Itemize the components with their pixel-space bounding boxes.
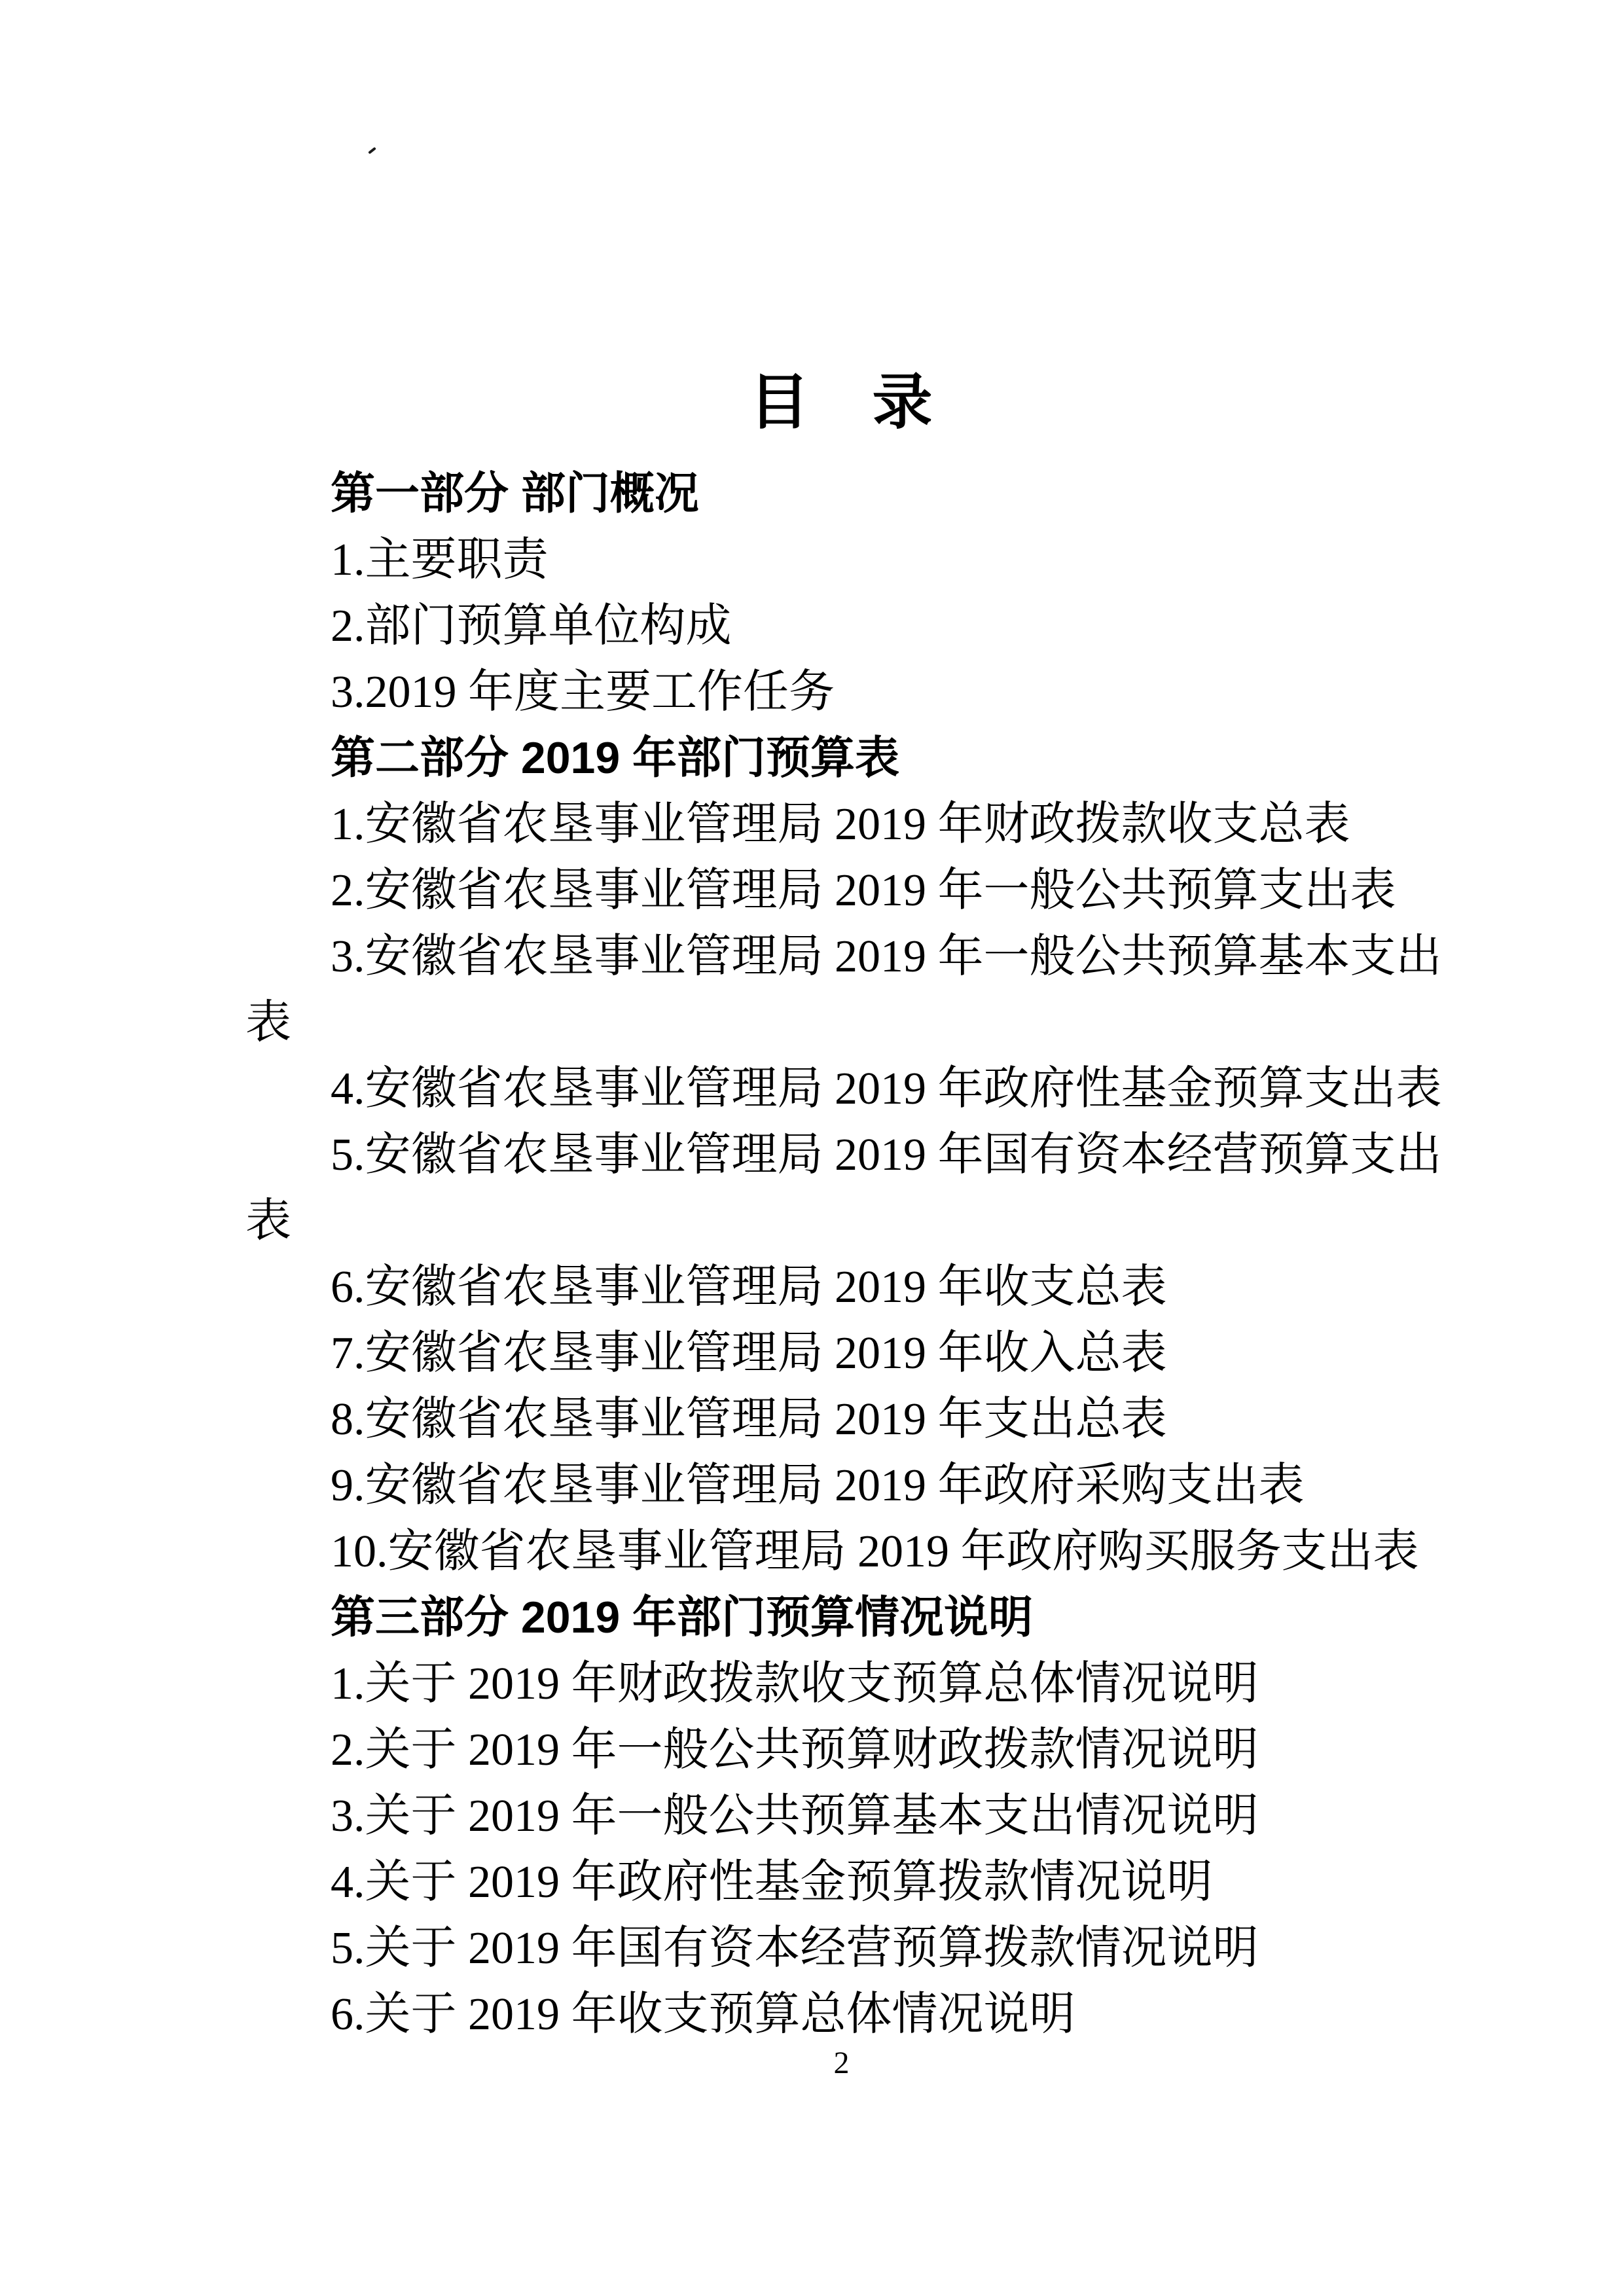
toc-line-item: 3.安徽省农垦事业管理局 2019 年一般公共预算基本支出: [331, 931, 1442, 982]
toc-line-item: 3.2019 年度主要工作任务: [331, 667, 835, 717]
toc-line-item: 3.关于 2019 年一般公共预算基本支出情况说明: [331, 1791, 1259, 1841]
toc-line-item: 7.安徽省农垦事业管理局 2019 年收入总表: [331, 1328, 1167, 1379]
toc-line-item: 2.安徽省农垦事业管理局 2019 年一般公共预算支出表: [331, 865, 1396, 916]
toc-line-item: 2.关于 2019 年一般公共预算财政拨款情况说明: [331, 1725, 1259, 1775]
toc-line-wrap: 表: [245, 1196, 291, 1246]
scan-speck-artifact: [368, 147, 376, 154]
toc-line-wrap: 表: [245, 998, 291, 1048]
toc-line-item: 6.安徽省农垦事业管理局 2019 年收支总表: [331, 1262, 1167, 1312]
toc-line-item: 6.关于 2019 年收支预算总体情况说明: [331, 1989, 1075, 2040]
toc-line-heading: 第三部分 2019 年部门预算情况说明: [331, 1593, 1034, 1642]
toc-line-heading: 第二部分 2019 年部门预算表: [331, 733, 900, 783]
toc-line-item: 10.安徽省农垦事业管理局 2019 年政府购买服务支出表: [331, 1527, 1419, 1577]
toc-line-item: 9.安徽省农垦事业管理局 2019 年政府采购支出表: [331, 1460, 1305, 1511]
toc-line-heading: 第一部分 部门概况: [331, 469, 699, 518]
page-number: 2: [833, 2046, 850, 2080]
toc-content: [245, 364, 1442, 2083]
toc-line-item: 1.关于 2019 年财政拨款收支预算总体情况说明: [331, 1659, 1259, 1709]
toc-line-item: 8.安徽省农垦事业管理局 2019 年支出总表: [331, 1394, 1167, 1445]
toc-lines: [245, 461, 1442, 2048]
toc-line-item: 1.安徽省农垦事业管理局 2019 年财政拨款收支总表: [331, 799, 1350, 850]
toc-line-item: 1.主要职责: [331, 535, 549, 585]
toc-line-item: 5.关于 2019 年国有资本经营预算拨款情况说明: [331, 1923, 1259, 1974]
toc-line-item: 2.部门预算单位构成: [331, 601, 732, 651]
page-title: 目 录: [749, 369, 934, 436]
toc-line-item: 5.安徽省农垦事业管理局 2019 年国有资本经营预算支出: [331, 1130, 1442, 1180]
toc-line-item: 4.安徽省农垦事业管理局 2019 年政府性基金预算支出表: [331, 1064, 1442, 1114]
toc-line-item: 4.关于 2019 年政府性基金预算拨款情况说明: [331, 1857, 1213, 1907]
